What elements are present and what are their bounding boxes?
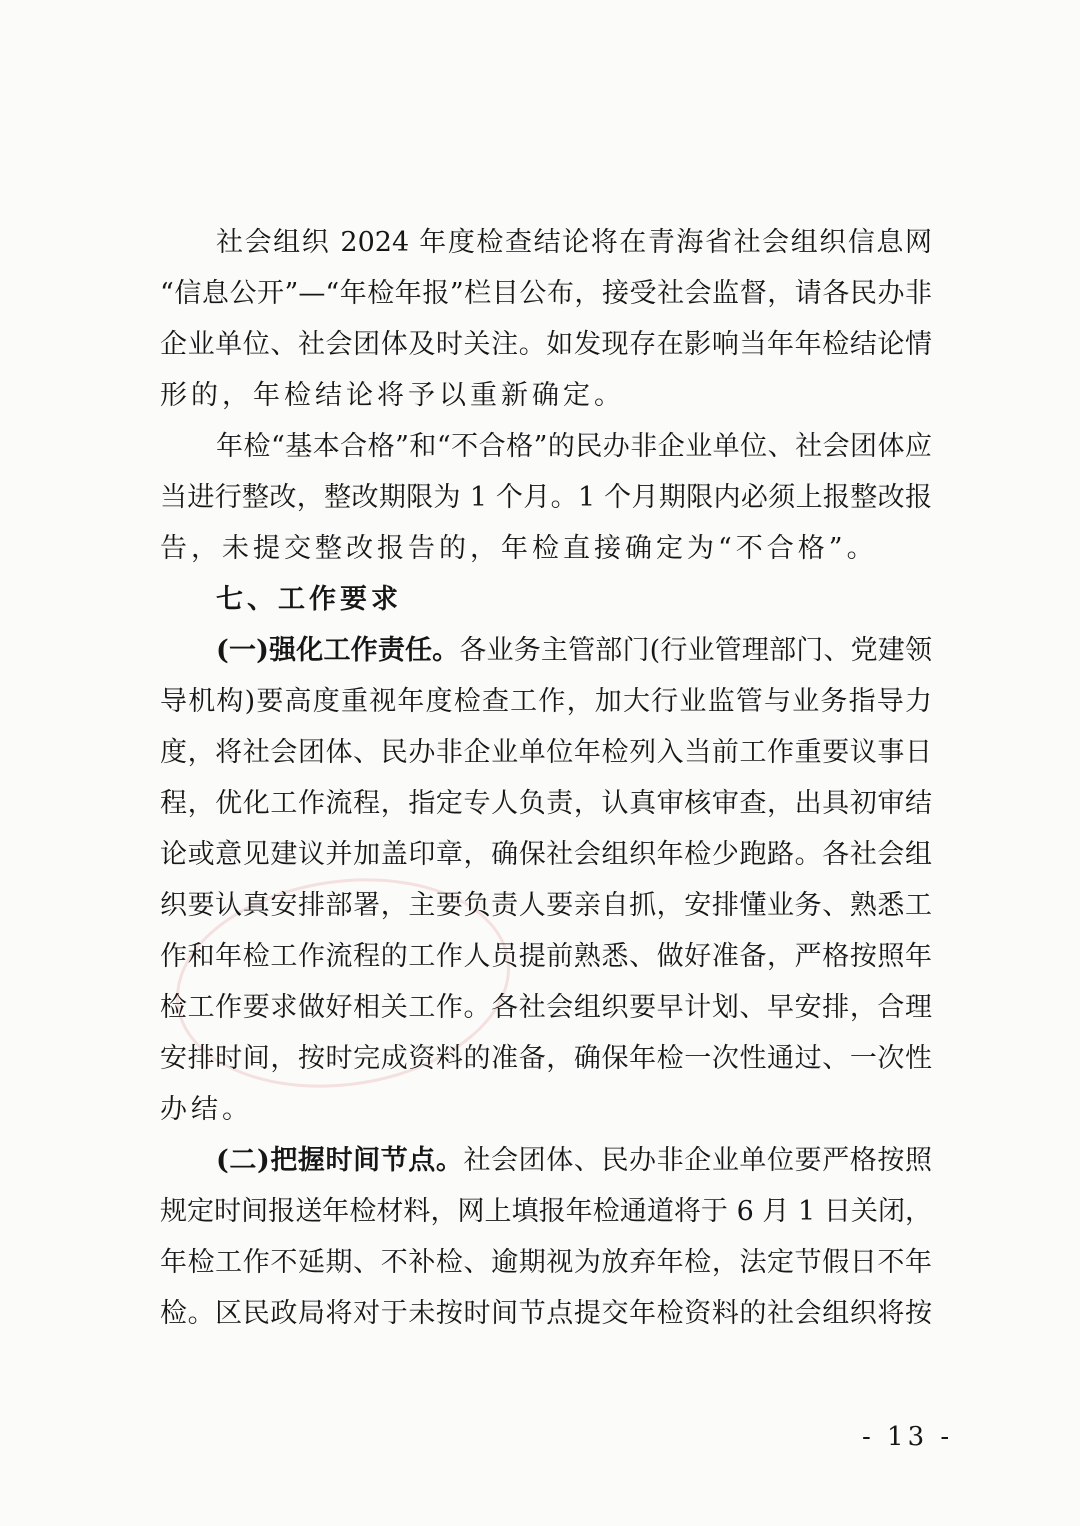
section-heading: (二)把握时间节点。 — [216, 1145, 464, 1176]
line-text: 告，未提交整改报告的，年检直接确定为“不合格”。 — [160, 533, 878, 564]
text-line — [160, 477, 932, 528]
text-line — [160, 1242, 932, 1293]
line-text: 规定时间报送年检材料，网上填报年检通道将于 6 月 1 日关闭， — [160, 1196, 932, 1227]
text-line — [160, 630, 932, 681]
text-line — [160, 1293, 932, 1344]
line-text: 检。区民政局将对于未按时间节点提交年检资料的社会组织将按 — [160, 1298, 932, 1329]
line-text: 形的，年检结论将予以重新确定。 — [160, 380, 625, 411]
line-text: 社会团体、民办非企业单位要严格按照 — [463, 1145, 932, 1176]
line-text: 当进行整改，整改期限为 1 个月。1 个月期限内必须上报整改报 — [160, 482, 932, 513]
line-text: “信息公开”—“年检年报”栏目公布，接受社会监督，请各民办非 — [160, 278, 932, 309]
text-line — [160, 222, 932, 273]
line-text: 度，将社会团体、民办非企业单位年检列入当前工作重要议事日 — [160, 737, 932, 768]
line-text: 检工作要求做好相关工作。各社会组织要早计划、早安排，合理 — [160, 992, 932, 1023]
text-line — [160, 528, 932, 579]
text-line — [160, 426, 932, 477]
line-text: 各业务主管部门(行业管理部门、党建领 — [459, 635, 932, 666]
text-line — [160, 324, 932, 375]
text-line — [160, 987, 932, 1038]
line-text: 社会组织 2024 年度检查结论将在青海省社会组织信息网 — [216, 227, 932, 258]
line-text: 年检“基本合格”和“不合格”的民办非企业单位、社会团体应 — [216, 431, 932, 462]
text-line — [160, 1038, 932, 1089]
line-text: 办结。 — [160, 1094, 253, 1125]
section-heading: (一)强化工作责任。 — [216, 635, 460, 666]
line-text: 安排时间，按时完成资料的准备，确保年检一次性通过、一次性 — [160, 1043, 932, 1074]
text-line — [160, 1140, 932, 1191]
text-line — [160, 273, 932, 324]
document-body — [160, 222, 932, 1344]
text-line — [160, 936, 932, 987]
line-text: 程，优化工作流程，指定专人负责，认真审核审查，出具初审结 — [160, 788, 932, 819]
text-line — [160, 834, 932, 885]
line-text: 作和年检工作流程的工作人员提前熟悉、做好准备，严格按照年 — [160, 941, 932, 972]
line-text: 论或意见建议并加盖印章，确保社会组织年检少跑路。各社会组 — [160, 839, 932, 870]
line-text: 年检工作不延期、不补检、逾期视为放弃年检，法定节假日不年 — [160, 1247, 932, 1278]
section-heading: 七、工作要求 — [216, 584, 402, 615]
line-text: 织要认真安排部署，主要负责人要亲自抓，安排懂业务、熟悉工 — [160, 890, 932, 921]
text-line — [160, 732, 932, 783]
text-line — [160, 783, 932, 834]
line-text: 导机构)要高度重视年度检查工作，加大行业监管与业务指导力 — [160, 686, 932, 717]
text-line — [160, 579, 932, 630]
line-text: 企业单位、社会团体及时关注。如发现存在影响当年年检结论情 — [160, 329, 932, 360]
text-line — [160, 1089, 932, 1140]
page-number: - 13 - — [862, 1422, 954, 1452]
text-line — [160, 1191, 932, 1242]
text-line — [160, 681, 932, 732]
text-line — [160, 885, 932, 936]
text-line — [160, 375, 932, 426]
